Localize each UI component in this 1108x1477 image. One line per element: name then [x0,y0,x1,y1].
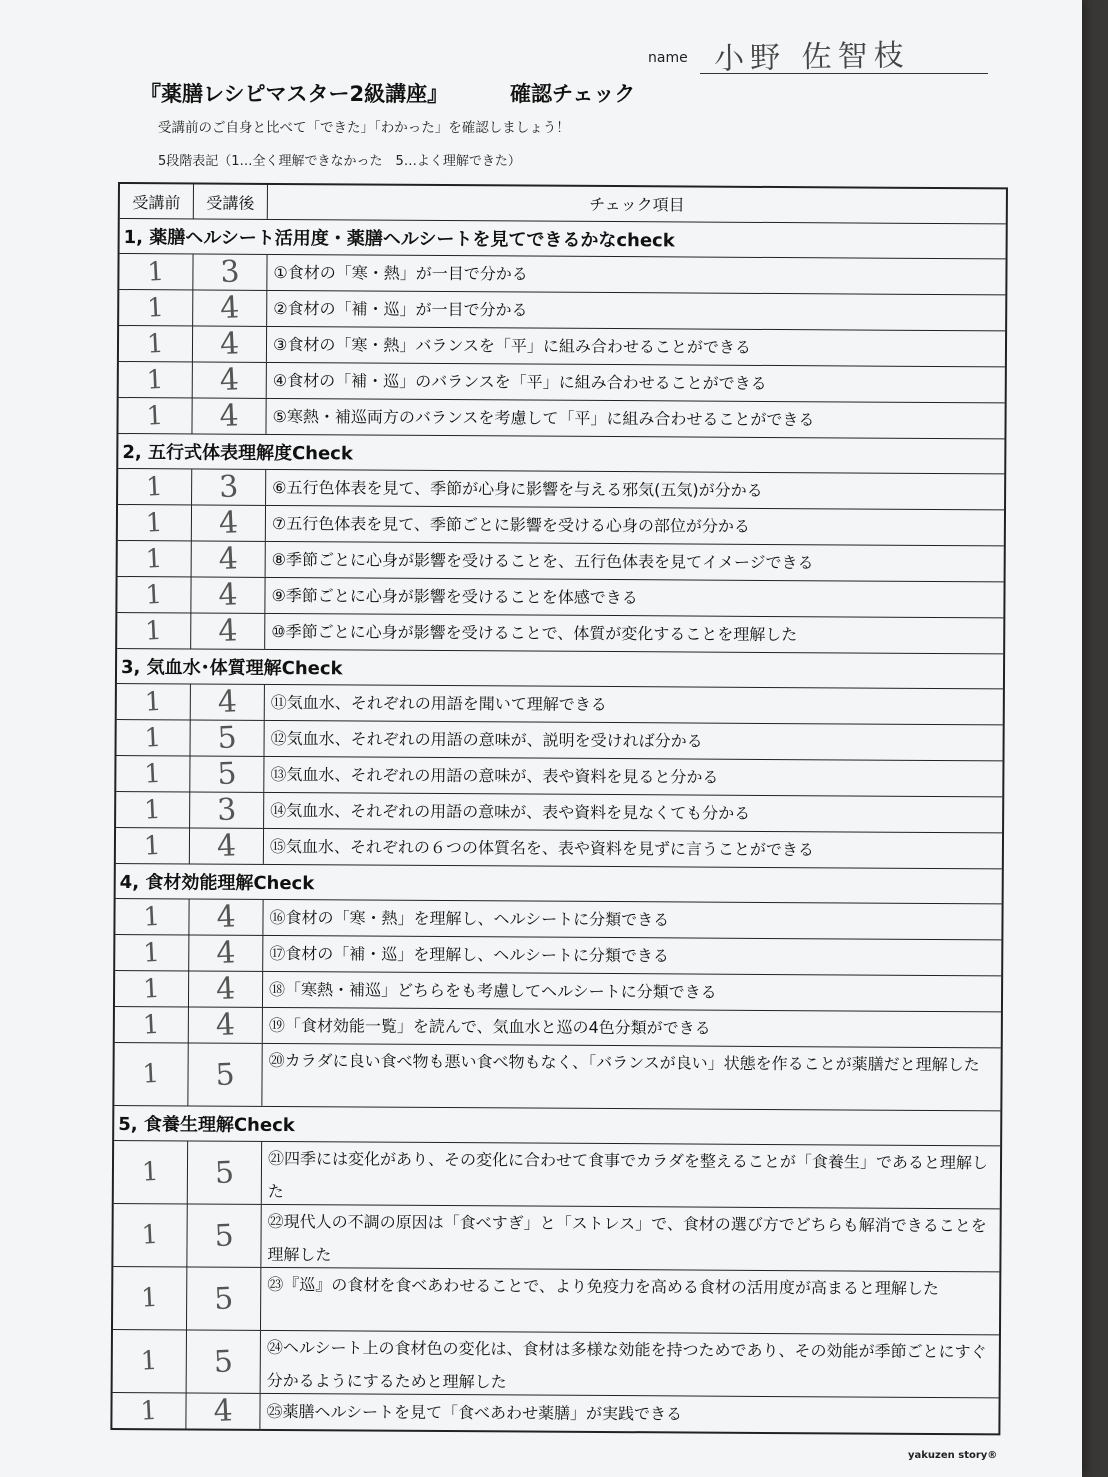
score-before-cell [115,971,189,1006]
score-after: 3 [219,254,241,291]
score-after-cell [192,469,266,504]
score-before: 1 [144,615,163,647]
score-before: 1 [144,722,163,754]
score-before-cell [112,1393,186,1428]
check-item-text: ⑬気血水、それぞれの用語の意味が、表や資料を見ると分かる [270,764,719,787]
check-item-text: ⑭気血水、それぞれの用語の意味が、表や資料を見なくても分かる [270,800,751,823]
score-before-cell [117,613,191,648]
table-row [116,756,1002,797]
table-row [115,1007,1001,1048]
page-subtitle: 確認チェック [510,82,636,106]
score-before-cell [118,541,192,576]
score-before-cell [119,290,193,325]
score-before: 1 [146,400,165,432]
table-row [118,469,1004,510]
check-item-text: ⑯食材の「寒・熱」を理解し、ヘルシートに分類できる [269,907,670,930]
check-item-text: ②食材の「補・巡」が一目で分かる [273,298,528,320]
table-row [117,684,1003,725]
score-before: 1 [146,256,165,288]
score-before: 1 [145,579,163,611]
score-before: 1 [144,686,163,718]
table-row [119,362,1005,403]
score-after: 4 [212,1393,234,1430]
name-field [648,38,988,77]
table-row [119,254,1005,295]
check-item-text: ⑲「食材効能一覧」を読んで、気血水と巡の4色分類ができる [268,1015,711,1038]
score-after: 5 [216,720,238,757]
table-row [114,1141,1000,1209]
score-before: 1 [142,937,161,969]
table-row [116,828,1002,869]
score-after-cell [187,1267,261,1329]
score-before: 1 [145,507,164,539]
score-after-cell [189,899,263,934]
check-item-text: ⑤寒熱・補巡両方のバランスを考慮して「平」に組み合わせることができる [272,406,815,430]
score-after-cell [188,1043,262,1105]
score-before: 1 [143,794,162,826]
score-before-cell [113,1330,187,1392]
check-item-text: ③食材の「寒・熱」バランスを「平」に組み合わせることができる [272,334,751,357]
score-before: 1 [142,1058,161,1090]
section-title: 3, 気血水･体質理解Check [120,657,343,680]
score-after-cell [187,1204,261,1266]
score-before: 1 [145,543,164,575]
score-after-cell [190,720,264,755]
score-after: 3 [216,792,238,829]
score-after-cell [190,756,264,791]
section-header [116,864,1002,904]
check-item-text: ⑰食材の「補・巡」を理解し、ヘルシートに分類できる [269,943,669,966]
score-after: 4 [215,1007,236,1044]
score-before: 1 [143,758,162,790]
score-before-cell [116,720,190,755]
score-before-cell [119,362,193,397]
score-before-cell [116,828,190,863]
table-row [119,290,1005,331]
check-item-text: ⑥五行色体表を見て、季節が心身に影響を与える邪気(五気)が分かる [272,477,763,500]
score-after: 4 [218,362,240,399]
check-table [110,182,1008,1435]
score-before: 1 [146,364,165,396]
section-header [118,434,1004,474]
score-after-cell [188,1141,262,1203]
score-before-cell [115,899,189,934]
table-row [116,792,1002,833]
table-row [118,505,1004,546]
score-before: 1 [143,830,162,862]
score-after-cell [193,362,267,397]
score-before-cell [118,469,192,504]
score-before-cell [116,792,190,827]
score-after: 5 [212,1343,234,1380]
table-header [120,184,1006,224]
score-before-cell [116,756,190,791]
section-title: 5, 食養生理解Check [118,1114,295,1137]
score-after-cell [187,1330,261,1392]
score-after-cell [189,935,263,970]
score-after: 4 [215,971,236,1008]
section-title: 1, 薬膳ヘルシート活用度・薬膳ヘルシートを見てできるかなcheck [123,227,675,252]
score-before-cell [113,1267,187,1329]
score-after: 4 [219,326,240,363]
section-header [114,1106,1000,1146]
score-before-cell [119,326,193,361]
name-label: name [648,50,688,66]
score-before-cell [114,1043,188,1105]
table-row [113,1330,999,1398]
score-after: 5 [214,1154,235,1191]
table-row [118,541,1004,582]
table-row [115,899,1001,940]
score-before-cell [117,577,191,612]
score-before: 1 [142,1009,161,1041]
check-item-text: ⑨季節ごとに心身が影響を受けることを体感できる [271,585,638,608]
check-item-text: ㉓『巡』の食材を食べあわせることで、より免疫力を高める食材の活用度が高まると理解した [267,1274,940,1299]
score-after-cell [193,290,267,325]
score-after-cell [186,1393,260,1428]
page-title: 『薬膳レシピマスター2級講座』 [140,82,449,106]
score-before-cell [118,505,192,540]
score-after-cell [193,326,267,361]
score-after: 4 [217,577,239,614]
table-row [113,1204,999,1272]
score-after-cell [193,254,267,289]
scale-note: 5段階表記（1…全く理解できなかった 5…よく理解できた） [158,154,521,169]
score-before: 1 [142,973,161,1005]
check-item-text: ④食材の「補・巡」のバランスを「平」に組み合わせることができる [272,370,767,393]
score-after: 4 [217,541,239,578]
score-after: 4 [215,899,237,936]
check-item-text: ⑫気血水、それぞれの用語の意味が、説明を受ければ分かる [270,728,703,751]
header-item: チェック項目 [589,194,685,214]
score-after: 4 [215,935,237,972]
score-before: 1 [145,471,164,503]
score-before: 1 [143,901,161,933]
score-after: 4 [217,613,239,650]
check-item-text: ⑪気血水、それぞれの用語を聞いて理解できる [270,692,607,714]
score-after-cell [191,577,265,612]
score-before: 1 [141,1156,160,1188]
score-after-cell [192,398,266,433]
score-before: 1 [140,1282,159,1314]
score-before-cell [119,254,193,289]
score-after-cell [191,613,265,648]
check-item-text: ①食材の「寒・熱」が一目で分かる [273,262,528,284]
check-item-text: ⑧季節ごとに心身が影響を受けることを、五行色体表を見てイメージできる [271,549,814,573]
score-before-cell [115,935,189,970]
score-after: 3 [218,469,239,506]
score-after: 5 [216,756,238,793]
score-after: 5 [214,1056,236,1093]
score-after-cell [189,971,263,1006]
score-after: 5 [213,1280,235,1317]
check-item-text: ⑮気血水、それぞれの６つの体質名を、表や資料を見ずに言うことができる [269,836,815,860]
score-after: 4 [218,398,240,435]
score-before: 1 [141,1219,160,1251]
table-row [117,577,1003,618]
score-before-cell [113,1204,187,1266]
score-before-cell [117,684,191,719]
score-before: 1 [140,1395,158,1427]
score-after: 5 [213,1217,235,1254]
check-item-text: ⑩季節ごとに心身が影響を受けることで、体質が変化することを理解した [271,621,798,645]
table-row [119,326,1005,367]
table-row [115,971,1001,1012]
section-header [117,649,1003,689]
score-after-cell [191,684,265,719]
table-row [115,935,1001,976]
table-row [117,613,1003,654]
score-after: 4 [216,684,238,721]
check-item-text: ⑦五行色体表を見て、季節ごとに影響を受ける心身の部位が分かる [271,513,750,536]
check-item-text: ⑱「寒熱・補巡」どちらをも考慮してヘルシートに分類できる [269,979,717,1002]
section-header [120,219,1006,259]
header-before: 受講前 [120,184,194,218]
score-after-cell [192,541,266,576]
table-row [112,1393,998,1433]
handwritten-name: 小野 佐智枝 [713,38,910,77]
score-after: 4 [219,290,241,327]
table-row [116,720,1002,761]
score-after-cell [192,505,266,540]
score-before-cell [114,1141,188,1203]
score-after-cell [190,828,264,863]
check-item-text: ㉔ヘルシート上の食材色の変化は、食材は多様な効能を持つためであり、その効能が季節ごとにすぐ分かるようにするためと理解した [266,1337,987,1392]
score-before: 1 [146,292,165,324]
check-item-text: ㉕薬膳ヘルシートを見て「食べあわせ薬膳」が実践できる [266,1401,683,1424]
check-item-text: ㉑四季には変化があり、その変化に合わせて食事でカラダを整えることが「食養生」であると理解した [267,1148,988,1202]
score-before-cell [118,398,192,433]
table-row [114,1043,1000,1111]
score-before: 1 [140,1345,159,1377]
score-after: 4 [218,505,239,542]
check-item-text: ㉒現代人の不調の原因は「食べすぎ」と「ストレス」で、食材の選び方でどちらも解消できることを理解した [267,1211,987,1265]
check-item-text: ⑳カラダに良い食べ物も悪い食べ物もなく、「バランスが良い」状態を作ることが薬膳だと理解した [268,1050,980,1075]
intro-text: 受講前のご自身と比べて「できた」「わかった」を確認しましょう！ [158,120,570,136]
brand-footer: yakuzen story® [908,1450,998,1461]
section-title: 4, 食材効能理解Check [119,872,315,895]
score-after-cell [190,792,264,827]
score-before-cell [115,1007,189,1042]
score-after: 4 [216,828,237,865]
section-title: 2, 五行式体表理解度Check [122,442,353,465]
score-before: 1 [146,328,165,360]
table-row [118,398,1004,439]
table-row [113,1267,999,1335]
score-after-cell [189,1007,263,1042]
header-after: 受講後 [194,184,268,218]
